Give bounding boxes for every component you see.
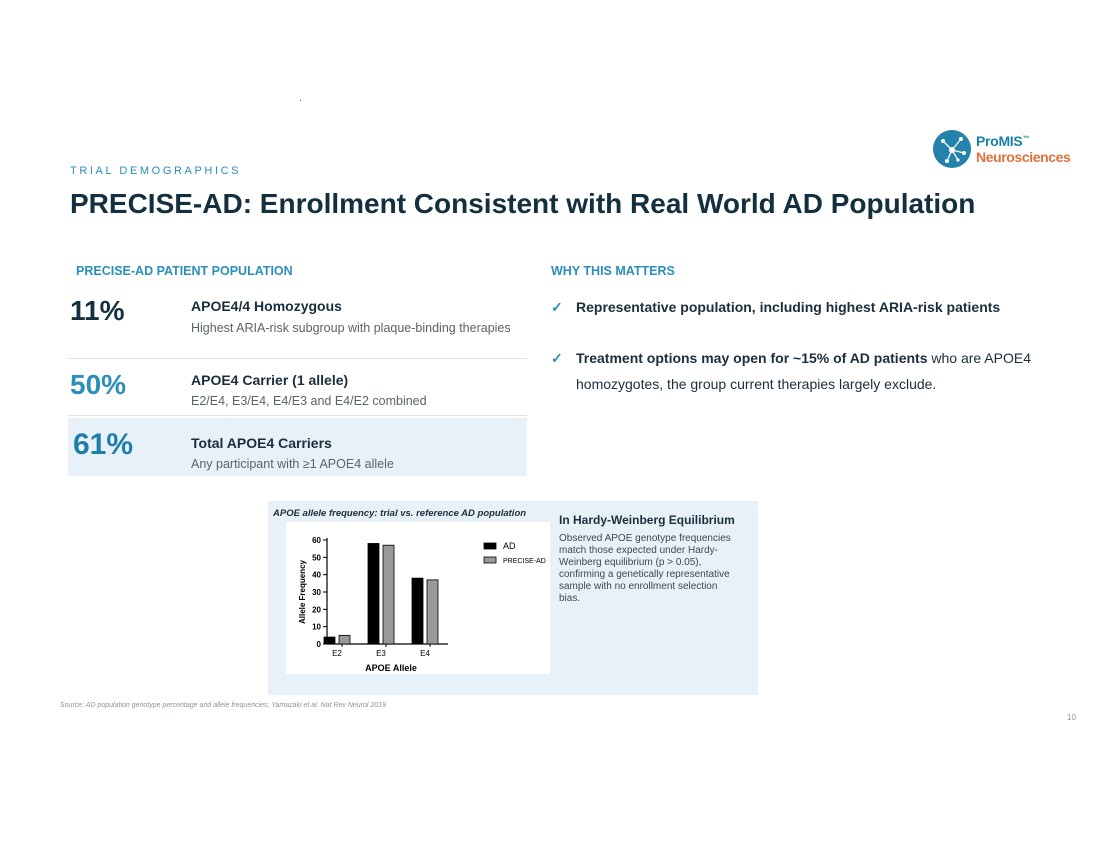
y-tick-label: 20 xyxy=(312,605,321,615)
stat-title: APOE4 Carrier (1 allele) xyxy=(191,372,349,388)
bar-e4-precise-ad xyxy=(427,580,438,644)
stat-percent: 50% xyxy=(70,369,127,400)
legend-label-ad: AD xyxy=(503,541,516,551)
why-item-text: Representative population, including highest ARIA-risk patients xyxy=(576,299,1001,315)
y-tick-label: 50 xyxy=(312,553,321,563)
section-eyebrow: TRIAL DEMOGRAPHICS xyxy=(70,165,242,177)
why-item-representative xyxy=(551,294,1061,320)
bar-e2-precise-ad xyxy=(339,635,350,644)
allele-frequency-bar-chart xyxy=(286,522,550,674)
source-citation: Source: AD population genotype percentage and allele frequencies; Yamazaki et al. Nat Rev Neurol 2019 xyxy=(60,702,386,709)
bar-e3-precise-ad xyxy=(383,545,394,644)
legend-label-precise-ad: PRECISE-AD xyxy=(503,558,546,565)
patient-population-heading: PRECISE-AD PATIENT POPULATION xyxy=(76,264,293,278)
slide-title: PRECISE-AD: Enrollment Consistent with Real World AD Population xyxy=(70,188,976,219)
x-tick-label: E4 xyxy=(420,649,430,658)
y-tick-label: 10 xyxy=(312,622,321,632)
stat-percent: 11% xyxy=(70,295,125,326)
legend-swatch-ad xyxy=(484,543,496,549)
y-tick-label: 40 xyxy=(312,570,321,580)
logo-mark-icon xyxy=(932,129,972,169)
bar-e4-ad xyxy=(412,578,423,644)
chart-title: APOE allele frequency: trial vs. reference AD population xyxy=(273,508,527,519)
legend-swatch-precise-ad xyxy=(484,557,496,563)
bar-e2-ad xyxy=(324,637,335,644)
stat-row-carrier xyxy=(68,359,527,416)
bar-e3-ad xyxy=(368,543,379,644)
hwe-description: Observed APOE genotype frequencies match those expected under Hardy-Weinberg equilibrium (p > 0.05), confirming a genetically representative sample with no enrollment selection bias. xyxy=(559,533,731,604)
x-axis-label: APOE Allele xyxy=(365,663,417,673)
x-tick-label: E3 xyxy=(376,649,386,658)
stat-row-homozygous xyxy=(68,291,527,359)
why-item-bold-text: Treatment options may open for ~15% of AD patients xyxy=(576,350,928,366)
logo-text-promis: ProMIS™ xyxy=(976,133,1030,149)
stat-percent: 61% xyxy=(73,428,134,461)
stat-title: Total APOE4 Carriers xyxy=(191,435,332,451)
stray-dot xyxy=(300,100,301,101)
stat-row-total-carriers xyxy=(68,418,527,476)
why-item-treatment-options xyxy=(551,345,1061,397)
page-number: 10 xyxy=(1067,713,1076,722)
stat-description: Highest ARIA-risk subgroup with plaque-binding therapies xyxy=(191,321,511,335)
y-tick-label: 60 xyxy=(312,536,321,545)
checkmark-icon: ✓ xyxy=(551,350,563,366)
chart-area xyxy=(286,522,550,674)
why-this-matters-heading: WHY THIS MATTERS xyxy=(551,264,675,278)
stat-description: E2/E4, E3/E4, E4/E3 and E4/E2 combined xyxy=(191,394,427,408)
logo-text-neurosciences: Neurosciences xyxy=(976,149,1071,165)
y-tick-label: 0 xyxy=(316,640,321,649)
stat-description: Any participant with ≥1 APOE4 allele xyxy=(191,457,394,471)
hwe-title: In Hardy-Weinberg Equilibrium xyxy=(559,513,735,527)
why-item-text: who are APOE4 homozygotes, the group current therapies largely exclude. xyxy=(576,350,1031,392)
company-logo xyxy=(932,129,1092,171)
x-tick-label: E2 xyxy=(332,649,342,658)
y-axis-label: Allele Frequency xyxy=(298,559,307,625)
stat-title: APOE4/4 Homozygous xyxy=(191,298,342,314)
checkmark-icon: ✓ xyxy=(551,299,563,315)
y-tick-label: 30 xyxy=(312,588,321,597)
